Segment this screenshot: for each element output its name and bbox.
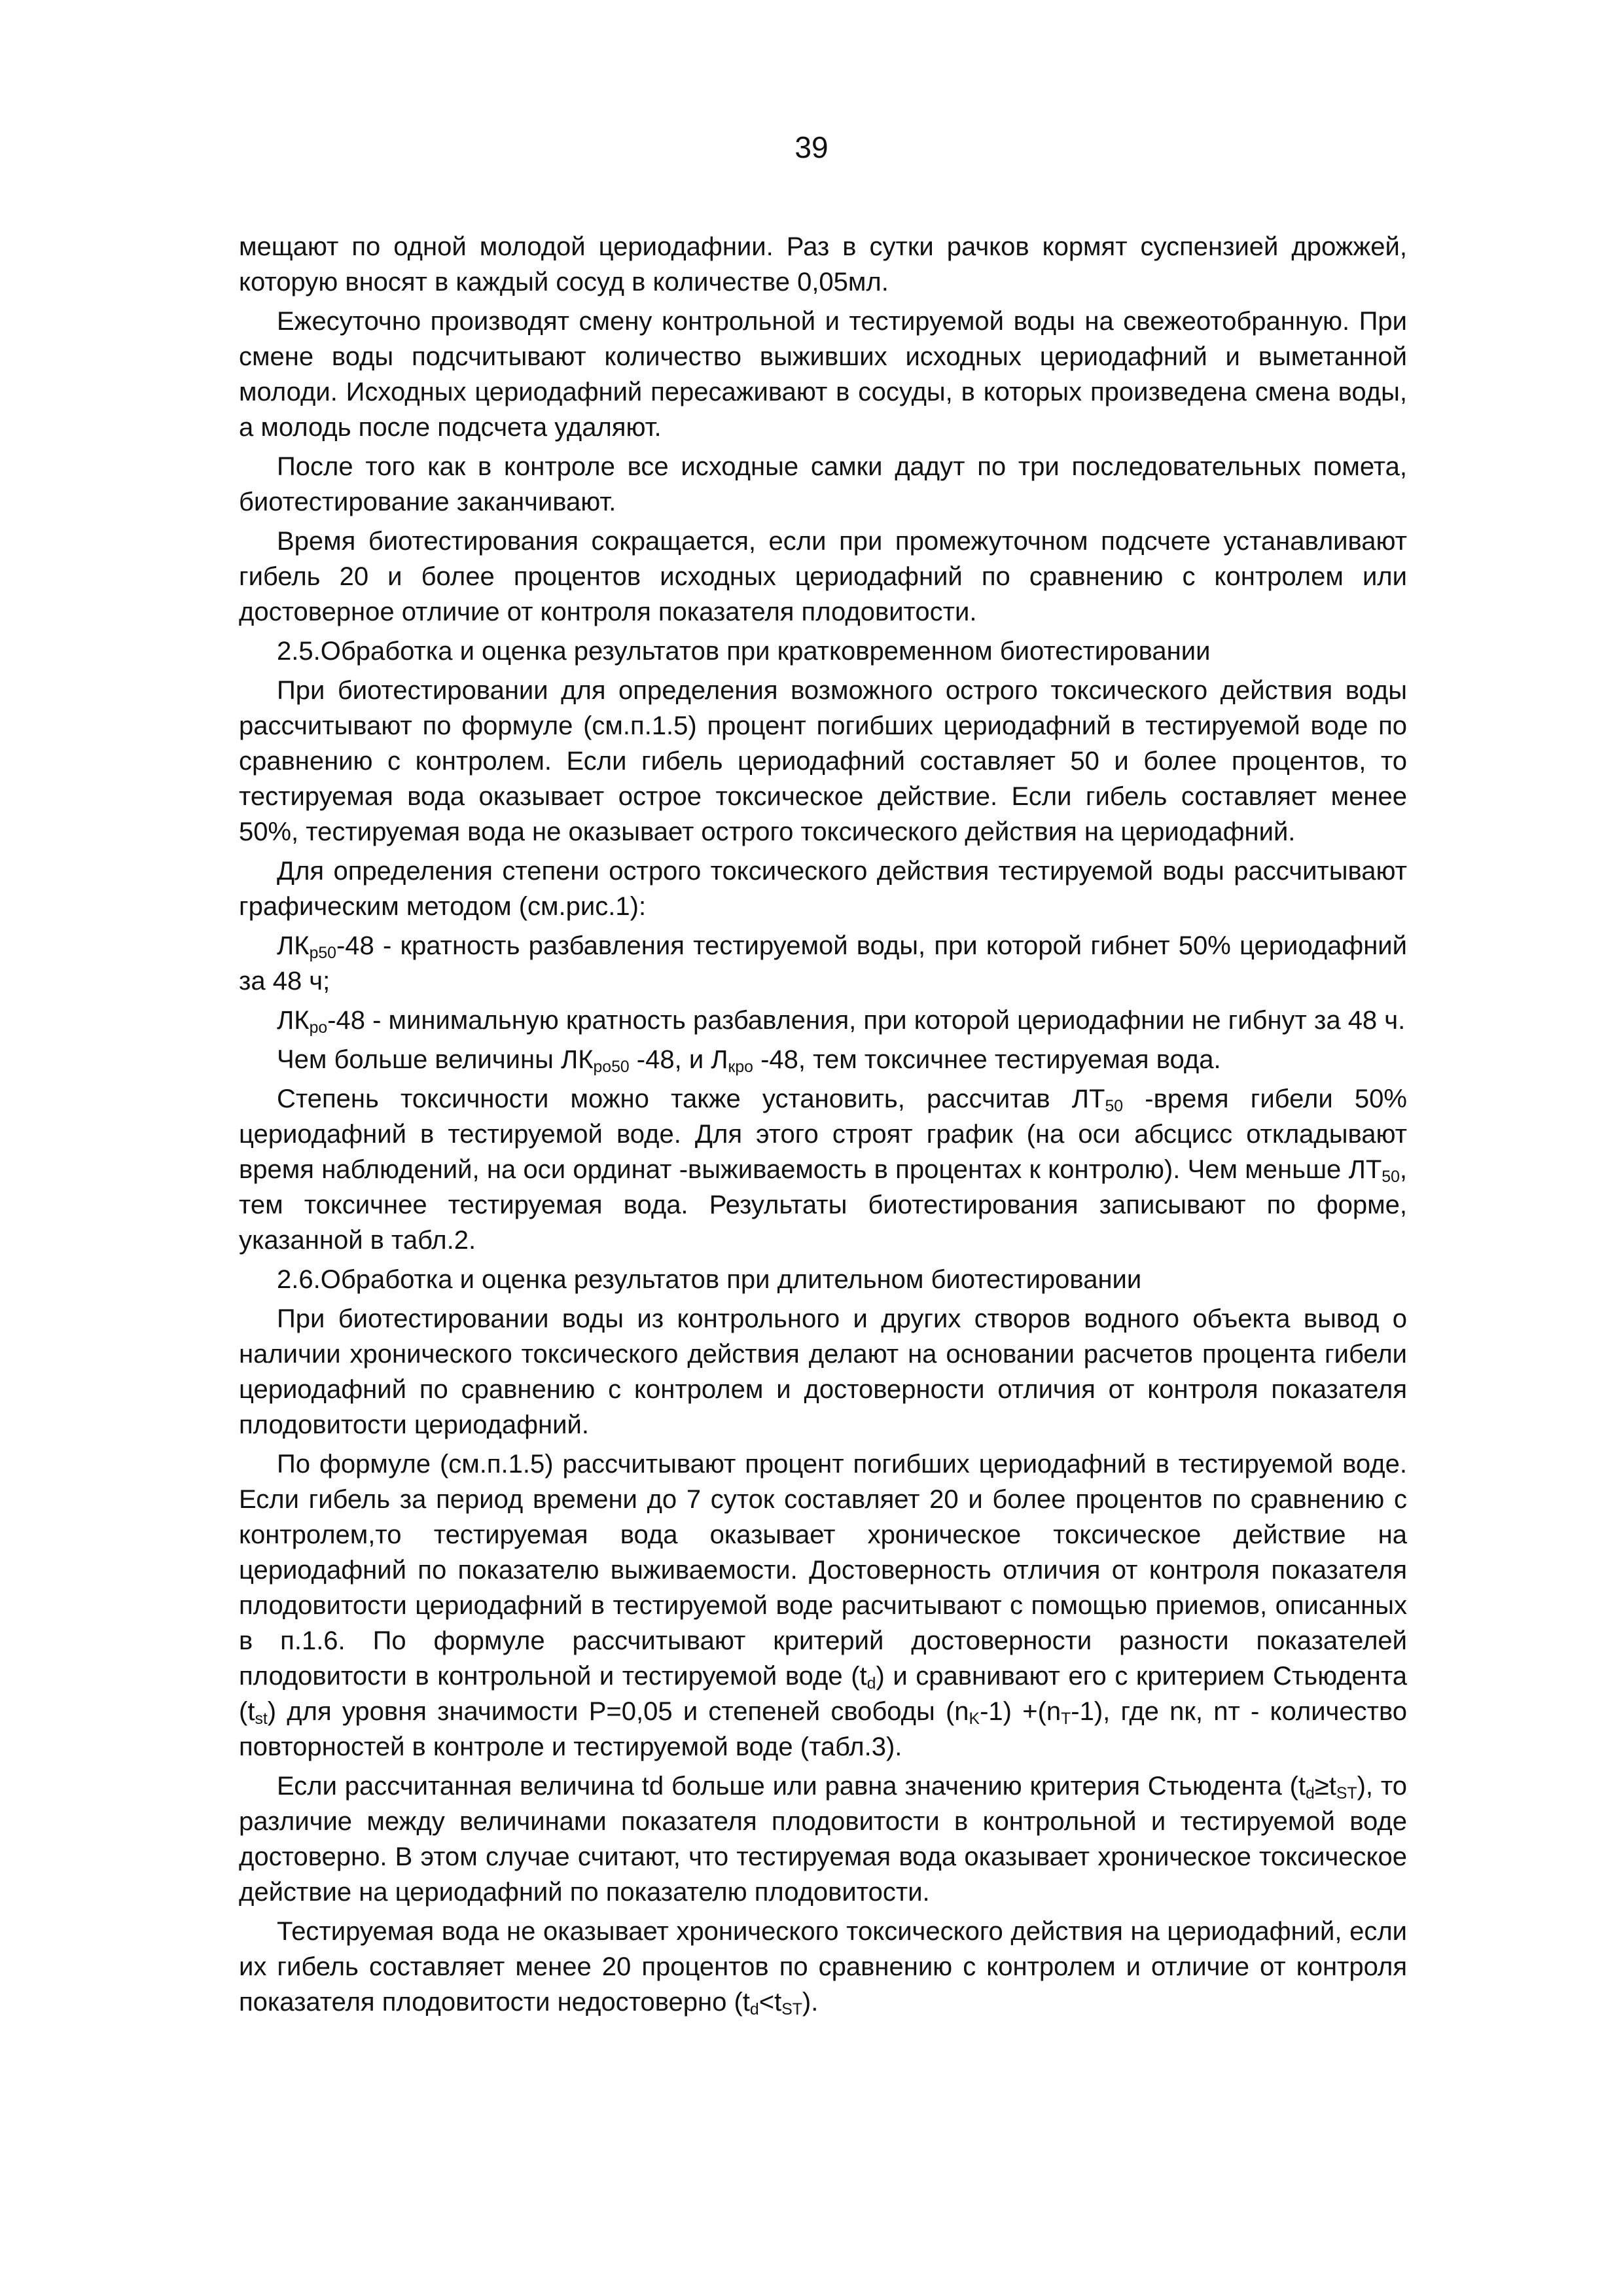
text-fragment: -48, и Л	[629, 1045, 728, 1074]
text-fragment: По формуле (см.п.1.5) рассчитывают процент погибших цериодафний в тестируемой воде. Если гибель за период времени до 7 суток составляет 20 и более процентов по сравнению с контролем,то тестируемая вода оказывает хроническое токсическое действие на цериодафний по показателю выживаемости. Достоверность отличия от контроля показателя плодовитости цериодафний в тестируемой воде расчитывают с помощью приемов, описанных в п.1.6. По формуле рассчитывают критерий достоверности разности показателей плодовитости в контрольной и тестируемой воде (t	[239, 1450, 1407, 1691]
text-fragment: ЛК	[277, 931, 310, 960]
paragraph-feeding	[239, 229, 1407, 300]
page-body	[239, 229, 1407, 2024]
paragraph-graphic-method	[239, 853, 1407, 924]
text-fragment: Степень токсичности можно также установить, рассчитав ЛТ	[277, 1085, 1105, 1113]
paragraph-text: Время биотестирования сокращается, если при промежуточном подсчете устанавливают гибель 20 и более процентов исходных цериодафний по сравнению с контролем или достоверное отличие от контроля показателя плодовитости.	[239, 527, 1407, 626]
subscript: 50	[1382, 1168, 1400, 1187]
text-fragment: ), то различие между величинами показателя плодовитости в контрольной и тестируемой воде достоверно. В этом случае считают, что тестируемая вода оказывает хроническое токсическое действие на цериодафний по показателю плодовитости.	[239, 1772, 1407, 1907]
subscript: кро	[728, 1058, 753, 1077]
text-fragment: ЛК	[277, 1006, 310, 1035]
paragraph-chronic-conclusion	[239, 1301, 1407, 1443]
subscript: d	[866, 1675, 876, 1693]
paragraph-end-of-test	[239, 449, 1407, 520]
text-fragment: Тестируемая вода не оказывает хронического токсического действия на цериодафний, если их гибель составляет менее 20 процентов по сравнению с контролем и отличие от контроля показателя плодовитости недостоверно (t	[239, 1917, 1407, 2017]
subscript: ро	[309, 1019, 328, 1037]
subscript: K	[969, 1710, 980, 1729]
text-fragment: ≥t	[1314, 1772, 1336, 1801]
text-fragment: ) для уровня значимости P=0,05 и степеней свободы (n	[267, 1697, 969, 1726]
section-heading-2-6	[239, 1262, 1407, 1297]
subscript: T	[1061, 1710, 1071, 1729]
definition-lkro	[239, 1003, 1407, 1038]
page-number: 39	[794, 130, 829, 164]
text-fragment: -время гибели 50% цериодафний в тестируемой воде. Для этого строят график (на оси абсцисс откладывают время наблюдений, на оси ординат -выживаемость в процентах к контролю). Чем меньше ЛТ	[239, 1085, 1407, 1184]
section-heading-text: 2.5.Обработка и оценка результатов при кратковременном биотестировании	[277, 637, 1211, 666]
text-fragment: -1) +(n	[980, 1697, 1061, 1726]
paragraph-test-shortening	[239, 524, 1407, 630]
text-fragment: <t	[758, 1988, 782, 2017]
text-fragment: Если рассчитанная величина td больше или равна значению критерия Стьюдента (t	[277, 1772, 1306, 1801]
section-heading-text: 2.6.Обработка и оценка результатов при длительном биотестировании	[277, 1265, 1142, 1294]
paragraph-text: При биотестировании воды из контрольного и других створов водного объекта вывод о наличии хронического токсического действия делают на основании расчетов процента гибели цериодафний по сравнению с контролем и достоверности отличия от контроля показателя плодовитости цериодафний.	[239, 1304, 1407, 1439]
section-heading-2-5	[239, 634, 1407, 669]
subscript: ST	[1336, 1785, 1357, 1803]
paragraph-student-criterion	[239, 1768, 1407, 1910]
definition-lkr50	[239, 928, 1407, 999]
subscript: р50	[309, 944, 336, 963]
text-fragment: -48 - минимальную кратность разбавления, при которой цериодафнии не гибнут за 48 ч.	[327, 1006, 1406, 1035]
subscript: 50	[1105, 1098, 1124, 1116]
paragraph-text: При биотестировании для определения возможного острого токсического действия воды рассчитывают по формуле (см.п.1.5) процент погибших цериодафний в тестируемой воде по сравнению с контролем. Если гибель цериодафний составляет 50 и более процентов, то тестируемая вода оказывает острое токсическое действие. Если гибель составляет менее 50%, тестируемая вода не оказывает острого токсического действия на цериодафний.	[239, 676, 1407, 846]
paragraph-text: После того как в контроле все исходные самки дадут по три последовательных помета, биотестирование заканчивают.	[239, 452, 1407, 516]
text-fragment: ) и сравнивают его с критерием Стьюдента (t	[239, 1662, 1408, 1726]
text-fragment: -48, тем токсичнее тестируемая вода.	[753, 1045, 1221, 1074]
text-fragment: -48 - кратность разбавления тестируемой воды, при которой гибнет 50% цериодафний за 48 ч;	[239, 931, 1407, 996]
paragraph-acute-toxicity	[239, 673, 1407, 850]
paragraph-no-chronic-effect	[239, 1914, 1407, 2020]
text-fragment: ).	[802, 1988, 819, 2017]
paragraph-formula-calculation	[239, 1446, 1407, 1765]
subscript: st	[255, 1710, 268, 1729]
paragraph-toxicity-comparison	[239, 1042, 1407, 1077]
paragraph-text: Ежесуточно производят смену контрольной и тестируемой воды на свежеотобранную. При смене воды подсчитывают количество выживших исходных цериодафний и выметанной молоди. Исходных цериодафний пересаживают в сосуды, в которых произведена смена воды, а молодь после подсчета удаляют.	[239, 307, 1407, 442]
text-fragment: -1), где nк, nт - количество повторностей в контроле и тестируемой воде (табл.3).	[239, 1697, 1407, 1761]
subscript: d	[749, 2001, 759, 2019]
paragraph-text: Для определения степени острого токсического действия тестируемой воды рассчитывают графическим методом (см.рис.1):	[239, 857, 1407, 921]
text-fragment: Чем больше величины ЛК	[277, 1045, 594, 1074]
subscript: ST	[781, 2001, 802, 2019]
paragraph-text: мещают по одной молодой цериодафнии. Раз в сутки рачков кормят суспензией дрожжей, которую вносят в каждый сосуд в количестве 0,05мл.	[239, 232, 1407, 296]
subscript: ро50	[593, 1058, 630, 1077]
text-fragment: , тем токсичнее тестируемая вода. Результаты биотестирования записывают по форме, указанной в табл.2.	[239, 1155, 1407, 1255]
paragraph-lt50	[239, 1081, 1407, 1258]
subscript: d	[1306, 1785, 1315, 1803]
paragraph-water-change	[239, 304, 1407, 445]
